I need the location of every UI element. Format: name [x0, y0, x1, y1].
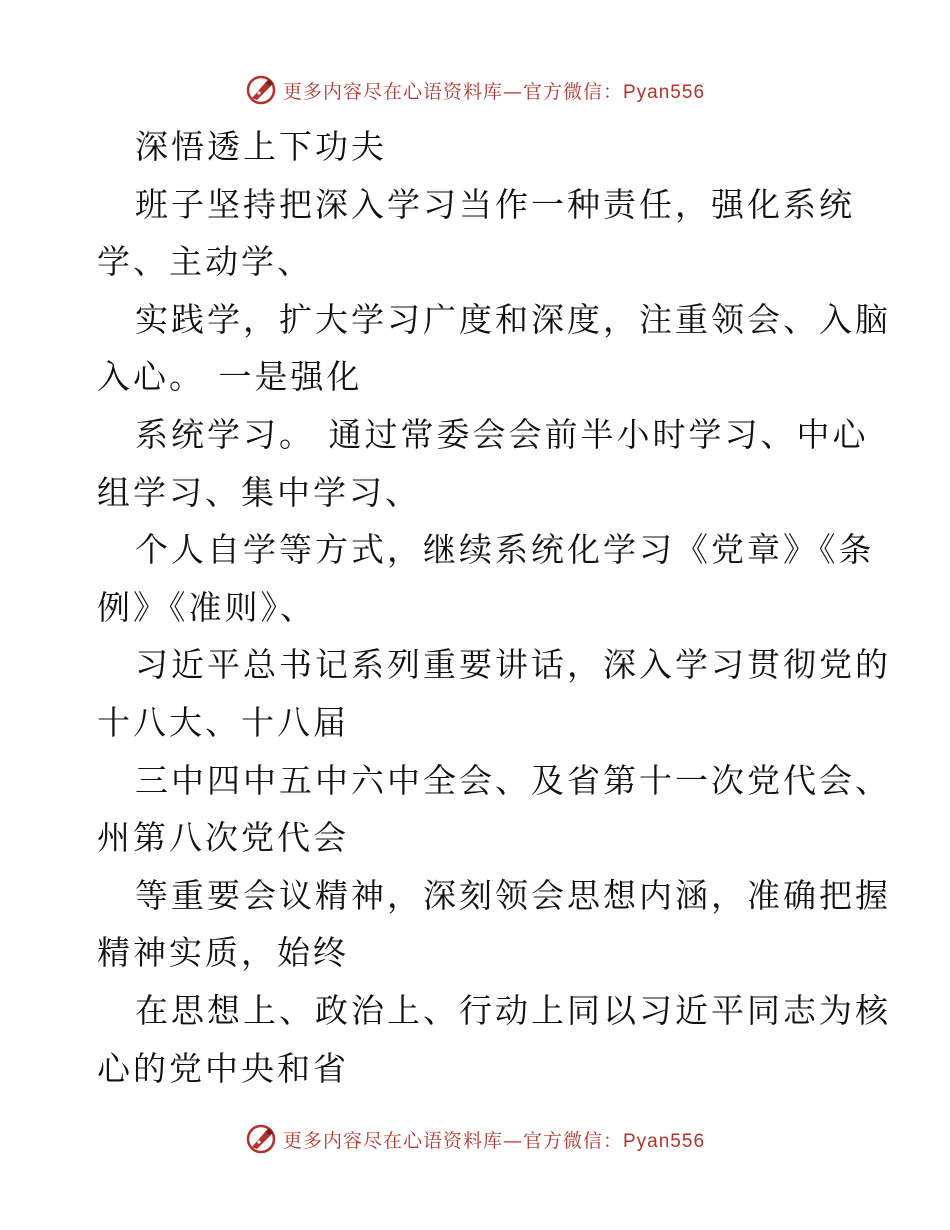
body-line: 班子坚持把深入学习当作一种责任，强化系统 — [135, 184, 855, 224]
body-line: 三中四中五中六中全会、及省第十一次党代会、 — [135, 760, 891, 800]
footer-banner-contact-label: 官方微信： — [522, 1129, 623, 1152]
body-line: 习近平总书记系列重要讲话，深入学习贯彻党的 — [135, 645, 891, 685]
pen-nib-logo-icon — [245, 74, 277, 106]
header-banner-contact-label: 官方微信： — [522, 80, 623, 103]
body-line: 州第八次党代会 — [97, 818, 349, 858]
body-line: 十八大、十八届 — [97, 702, 349, 742]
header-banner — [0, 70, 950, 110]
header-banner-contact-handle: Pyan556 — [623, 81, 706, 103]
body-line: 在思想上、政治上、行动上同以习近平同志为核 — [135, 990, 891, 1030]
header-banner-text — [283, 77, 705, 104]
footer-banner — [0, 1119, 950, 1159]
body-line: 个人自学等方式，继续系统化学习《党章》《条 — [135, 530, 875, 570]
body-line: 组学习、集中学习、 — [97, 472, 421, 512]
body-line: 实践学，扩大学习广度和深度，注重领会、入脑 — [135, 299, 891, 339]
document-body — [97, 118, 891, 1097]
body-line: 精神实质，始终 — [97, 933, 349, 973]
pen-nib-logo-icon — [245, 1123, 277, 1155]
footer-banner-title: 更多内容尽在心语资料库— — [282, 1129, 523, 1152]
body-line: 系统学习。 通过常委会会前半小时学习、中心 — [135, 414, 869, 454]
body-line: 深悟透上下功夫 — [135, 127, 387, 166]
footer-banner-contact-handle: Pyan556 — [623, 1130, 706, 1152]
body-line: 入心。 一是强化 — [97, 357, 363, 397]
body-line: 例》《准则》、 — [97, 587, 316, 627]
body-line: 等重要会议精神，深刻领会思想内涵，准确把握 — [135, 875, 891, 915]
body-line: 学、主动学、 — [97, 242, 313, 282]
footer-banner-text — [283, 1126, 705, 1153]
header-banner-title: 更多内容尽在心语资料库— — [282, 80, 523, 103]
body-line: 心的党中央和省 — [97, 1048, 349, 1088]
